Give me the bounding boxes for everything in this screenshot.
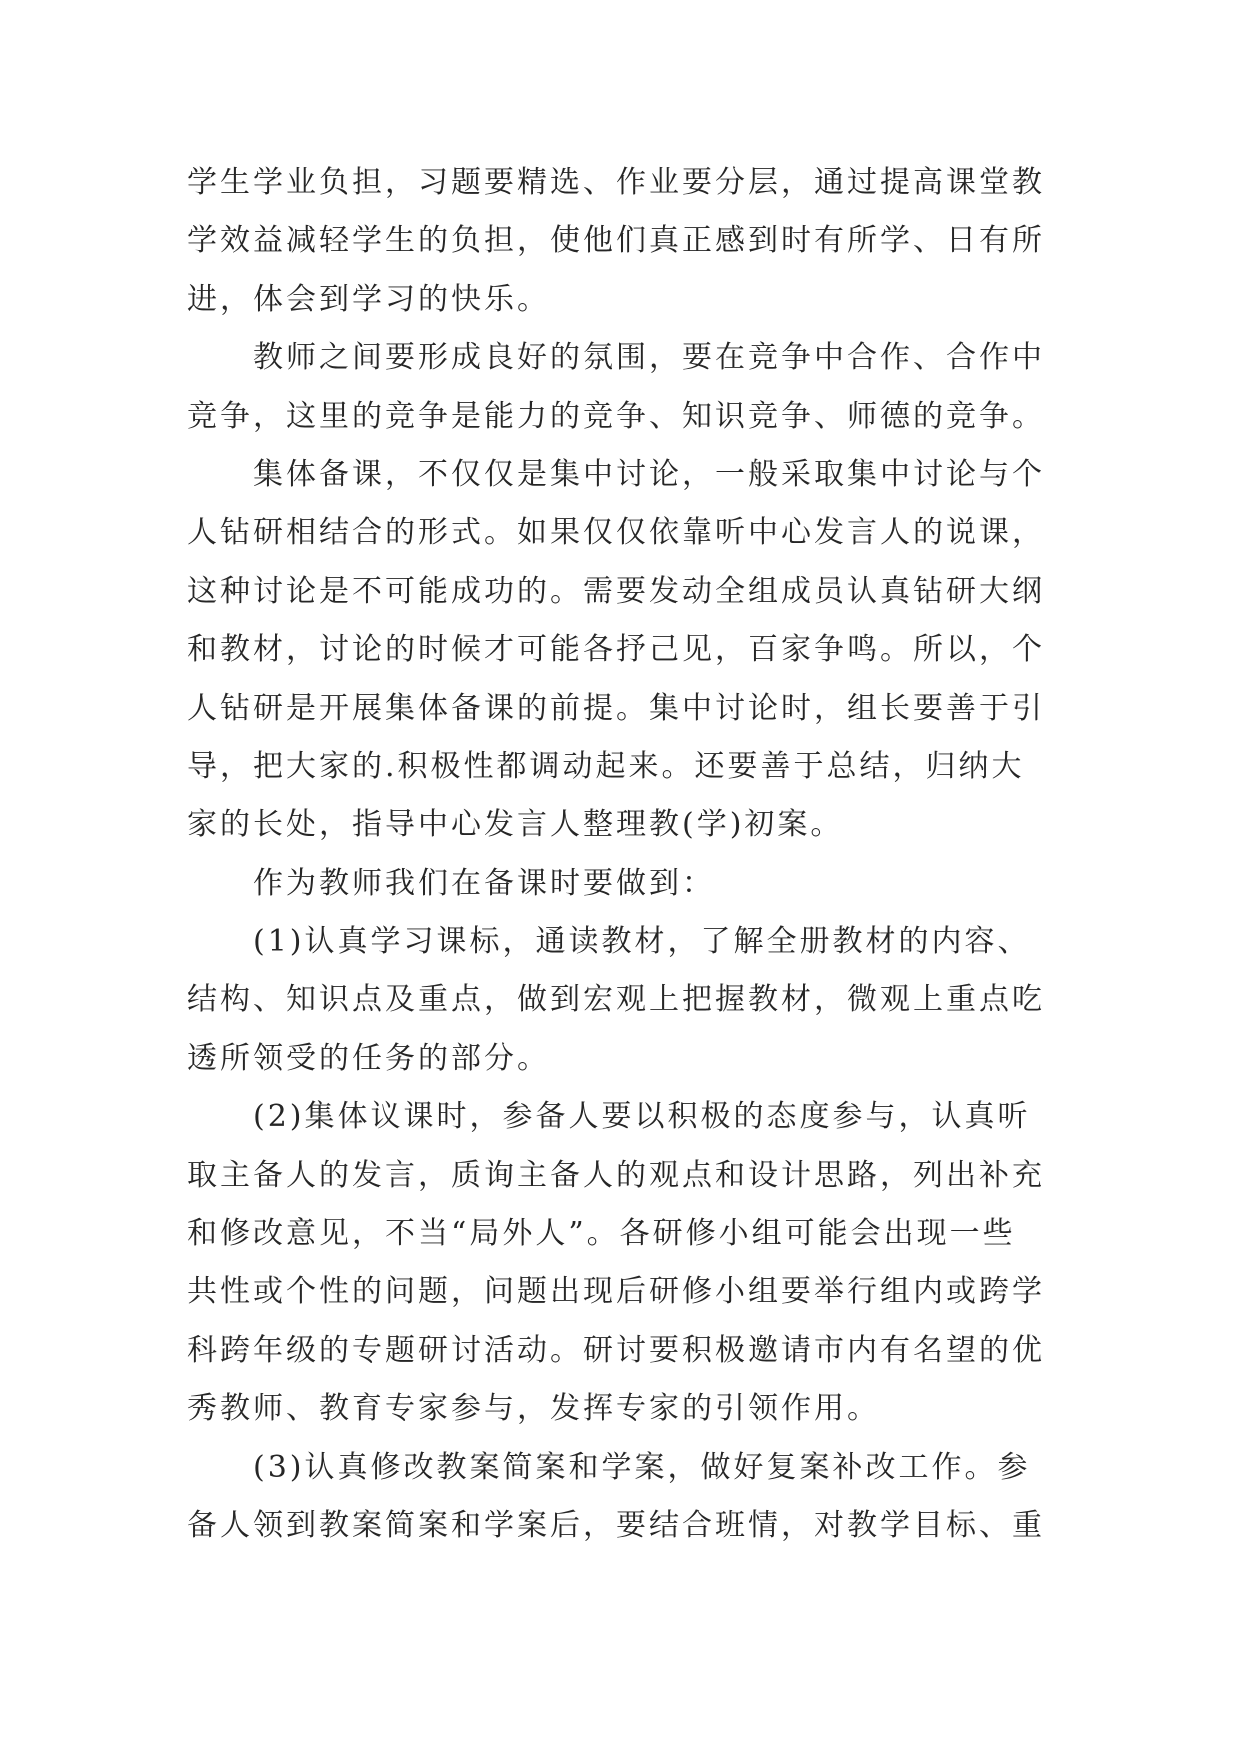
text-line: 人钻研是开展集体备课的前提。集中讨论时，组长要善于引 <box>187 690 1045 726</box>
text-line: 透所领受的任务的部分。 <box>187 1040 550 1076</box>
text-line: 导，把大家的.积极性都调动起来。还要善于总结，归纳大 <box>187 748 1025 784</box>
text-line: 科跨年级的专题研讨活动。研讨要积极邀请市内有名望的优 <box>187 1332 1045 1368</box>
text-line: 人钻研相结合的形式。如果仅仅依靠听中心发言人的说课， <box>187 515 1045 551</box>
text-line: 学生学业负担，习题要精选、作业要分层，通过提高课堂教 <box>187 165 1045 200</box>
text-line: 和教材，讨论的时候才可能各抒己见，百家争鸣。所以，个 <box>187 632 1045 668</box>
text-line: 竞争，这里的竞争是能力的竞争、知识竞争、师德的竞争。 <box>187 398 1045 434</box>
text-line: (1)认真学习课标，通读教材，了解全册教材的内容、 <box>253 924 1031 960</box>
text-line: (3)认真修改教案简案和学案，做好复案补改工作。参 <box>253 1449 1031 1485</box>
text-line: 取主备人的发言，质询主备人的观点和设计思路，列出补充 <box>187 1157 1045 1193</box>
text-line: 这种讨论是不可能成功的。需要发动全组成员认真钻研大纲 <box>187 573 1045 609</box>
text-line: 备人领到教案简案和学案后，要结合班情，对教学目标、重 <box>187 1507 1045 1543</box>
text-line: 进，体会到学习的快乐。 <box>187 281 550 317</box>
text-line: 教师之间要形成良好的氛围，要在竞争中合作、合作中 <box>253 340 1045 376</box>
text-line: 和修改意见，不当“局外人”。各研修小组可能会出现一些 <box>187 1216 1016 1252</box>
text-line: 学效益减轻学生的负担，使他们真正感到时有所学、日有所 <box>187 223 1045 259</box>
text-line: (2)集体议课时，参备人要以积极的态度参与，认真听 <box>253 1099 1031 1135</box>
text-line: 共性或个性的问题，问题出现后研修小组要举行组内或跨学 <box>187 1274 1045 1310</box>
text-line: 家的长处，指导中心发言人整理教(学)初案。 <box>187 807 844 843</box>
text-line: 作为教师我们在备课时要做到： <box>253 865 715 901</box>
text-line: 集体备课，不仅仅是集中讨论，一般采取集中讨论与个 <box>253 456 1045 492</box>
text-line: 结构、知识点及重点，做到宏观上把握教材，微观上重点吃 <box>187 982 1045 1018</box>
text-line: 秀教师、教育专家参与，发挥专家的引领作用。 <box>187 1391 880 1427</box>
document-body <box>187 154 1067 1555</box>
